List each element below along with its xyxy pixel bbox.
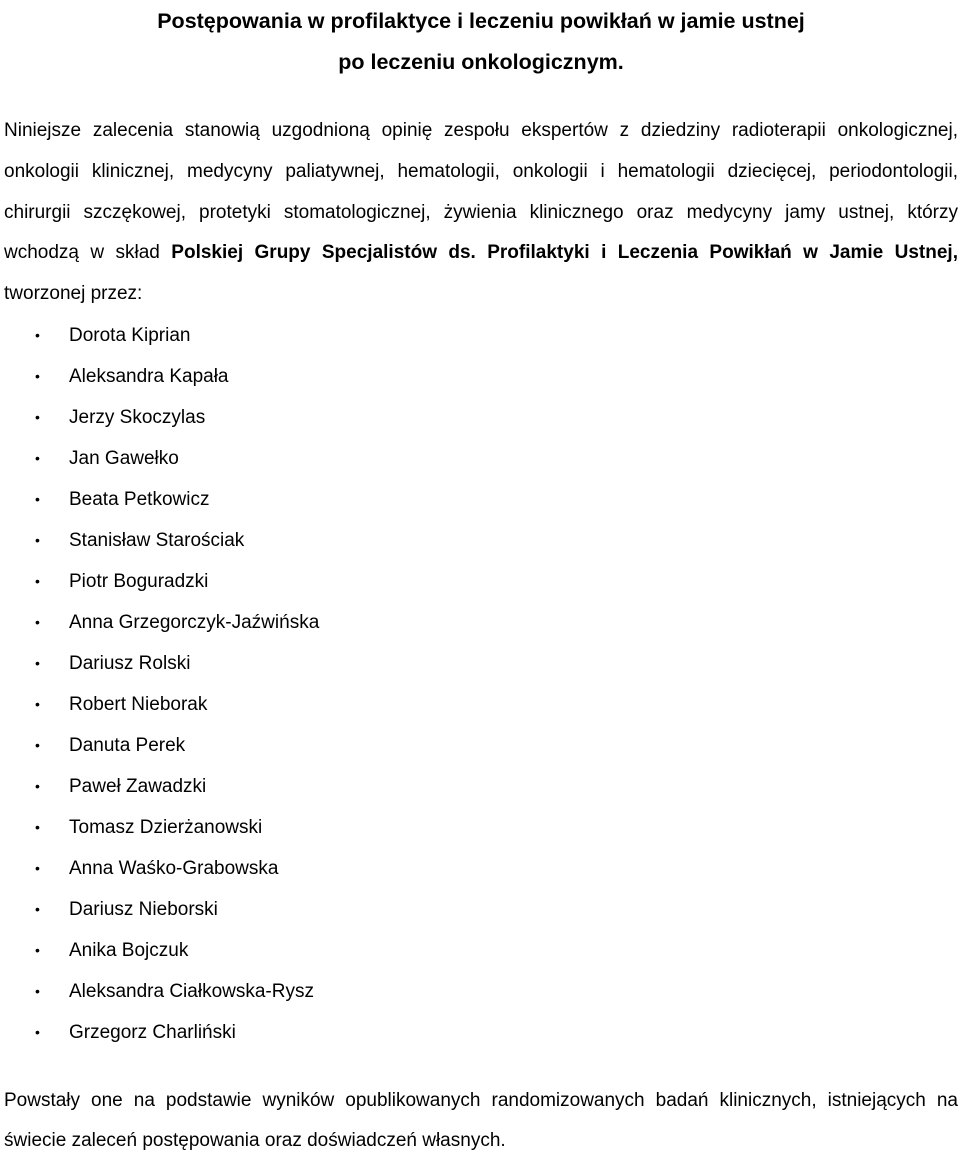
member-name: Anna Grzegorczyk-Jaźwińska xyxy=(69,611,320,633)
intro-suffix: tworzonej przez: xyxy=(4,283,143,305)
bullet-icon: • xyxy=(35,326,40,343)
bullet-icon: • xyxy=(35,818,40,835)
member-list-item xyxy=(4,766,958,807)
bullet-icon: • xyxy=(35,367,40,384)
bullet-icon: • xyxy=(35,859,40,876)
bullet-icon: • xyxy=(35,613,40,630)
bullet-icon: • xyxy=(35,654,40,671)
closing-paragraph: Powstały one na podstawie wyników opublikowanych randomizowanych badań klinicznych, istniejących na świecie zaleceń postępowania oraz doświadczeń własnych. xyxy=(4,1089,958,1151)
members-list xyxy=(4,315,958,1053)
group-name: Polskiej Grupy Specjalistów ds. Profilaktyki i Leczenia Powikłań w Jamie Ustnej, xyxy=(171,242,958,264)
member-name: Anika Bojczuk xyxy=(69,939,189,961)
member-list-item xyxy=(4,356,958,397)
bullet-icon: • xyxy=(35,777,40,794)
member-list-item xyxy=(4,438,958,479)
bullet-icon: • xyxy=(35,490,40,507)
member-list-item xyxy=(4,848,958,889)
intro-paragraph xyxy=(4,111,958,315)
document-title xyxy=(4,0,958,83)
member-list-item xyxy=(4,807,958,848)
bullet-icon: • xyxy=(35,531,40,548)
member-name: Anna Waśko-Grabowska xyxy=(69,857,279,879)
bullet-icon: • xyxy=(35,1023,40,1040)
member-list-item xyxy=(4,315,958,356)
member-name: Danuta Perek xyxy=(69,734,186,756)
member-name: Jerzy Skoczylas xyxy=(69,406,206,428)
member-name: Piotr Boguradzki xyxy=(69,570,209,592)
bullet-icon: • xyxy=(35,900,40,917)
bullet-icon: • xyxy=(35,941,40,958)
member-name: Tomasz Dzierżanowski xyxy=(69,816,263,838)
member-list-item xyxy=(4,602,958,643)
member-name: Aleksandra Ciałkowska-Rysz xyxy=(69,980,314,1002)
bullet-icon: • xyxy=(35,572,40,589)
member-name: Robert Nieborak xyxy=(69,693,208,715)
member-list-item xyxy=(4,971,958,1012)
member-list-item xyxy=(4,930,958,971)
bullet-icon: • xyxy=(35,982,40,999)
member-name: Dariusz Rolski xyxy=(69,652,191,674)
member-name: Stanisław Starościak xyxy=(69,529,245,551)
member-list-item xyxy=(4,397,958,438)
member-name: Dariusz Nieborski xyxy=(69,898,218,920)
title-line-1: Postępowania w profilaktyce i leczeniu powikłań w jamie ustnej xyxy=(157,9,805,33)
member-name: Dorota Kiprian xyxy=(69,324,191,346)
member-list-item xyxy=(4,1012,958,1053)
bullet-icon: • xyxy=(35,449,40,466)
member-list-item xyxy=(4,643,958,684)
intro-text: Niniejsze zalecenia stanowią uzgodnioną opinię zespołu ekspertów z dziedziny radioterapii onkologicznej, onkologii klinicznej, medycyny paliatywnej, hematologii, onkologii i hematologii dziecięcej, periodontologii, chirurgii szczękowej, protetyki stomatologicznej, żywienia klinicznego oraz medycyny jamy ustnej, którzy wchodzą w skład xyxy=(4,120,958,264)
bullet-icon: • xyxy=(35,408,40,425)
member-list-item xyxy=(4,561,958,602)
member-list-item xyxy=(4,725,958,766)
member-list-item xyxy=(4,479,958,520)
member-list-item xyxy=(4,684,958,725)
member-name: Paweł Zawadzki xyxy=(69,775,207,797)
member-list-item xyxy=(4,520,958,561)
member-name: Aleksandra Kapała xyxy=(69,365,229,387)
member-list-item xyxy=(4,889,958,930)
bullet-icon: • xyxy=(35,695,40,712)
title-line-2: po leczeniu onkologicznym. xyxy=(338,50,624,74)
member-name: Jan Gawełko xyxy=(69,447,179,469)
member-name: Grzegorz Charliński xyxy=(69,1021,236,1043)
member-name: Beata Petkowicz xyxy=(69,488,210,510)
bullet-icon: • xyxy=(35,736,40,753)
